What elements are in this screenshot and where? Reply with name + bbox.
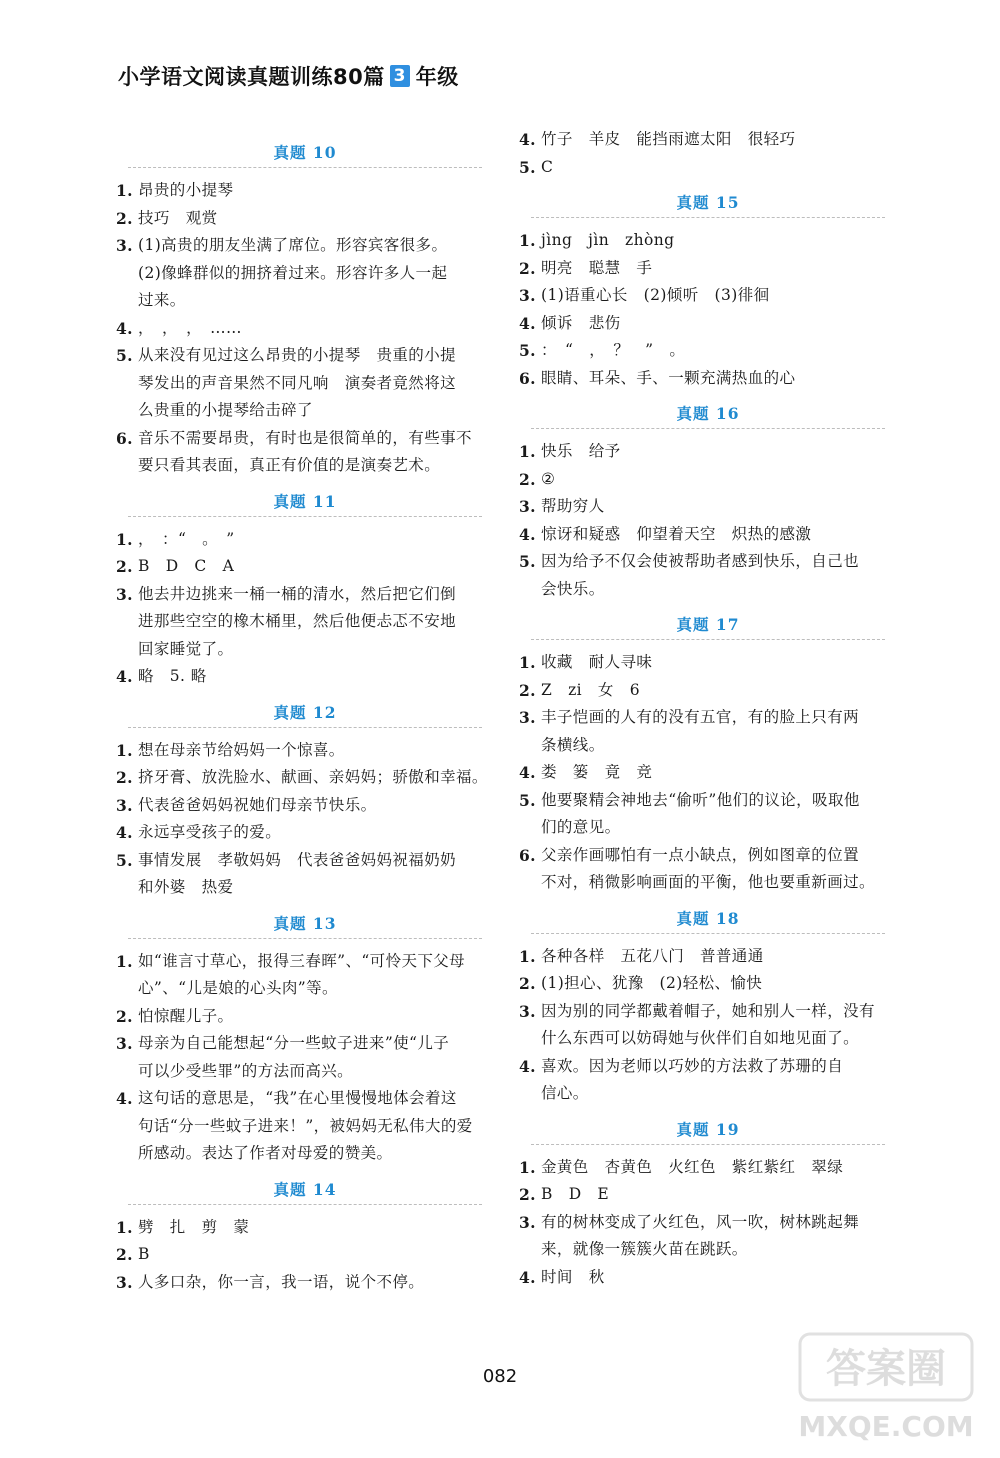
answer-text: 因为别的同学都戴着帽子，她和别人一样，没有 xyxy=(541,1001,875,1020)
answer-list xyxy=(519,227,897,392)
answer-text-block xyxy=(541,126,897,154)
answer-number: 1. xyxy=(116,181,133,200)
answer-text: 丰子恺画的人有的没有五官，有的脸上只有两 xyxy=(541,708,860,726)
answer-number: 1. xyxy=(519,442,536,461)
answer-text: (1)语重心长 (2)倾听 (3)徘徊 xyxy=(541,286,770,304)
answer-item xyxy=(116,1241,494,1269)
answer-section xyxy=(519,1120,897,1292)
answer-number: 5. xyxy=(519,157,536,177)
right-answer-column xyxy=(519,126,897,1291)
answer-text-continued: 什么东西可以妨碍她与伙伴们自如地见面了。 xyxy=(541,1029,860,1047)
section-divider xyxy=(128,938,482,939)
answer-text-block xyxy=(541,1053,897,1108)
answer-text-block xyxy=(138,342,494,425)
page-header xyxy=(118,60,459,92)
answer-text-block xyxy=(541,970,897,998)
section-title: 真题 11 xyxy=(273,491,337,511)
answer-text-block xyxy=(541,1264,897,1292)
answer-number: 2. xyxy=(116,557,133,576)
answer-text: 明亮 聪慧 手 xyxy=(541,258,653,277)
answer-text-block xyxy=(541,759,897,787)
answer-item xyxy=(116,205,494,233)
section-title: 真题 10 xyxy=(273,143,337,162)
answer-number: 5. xyxy=(116,850,133,870)
answer-number: 3. xyxy=(519,708,536,727)
answer-item xyxy=(116,232,494,315)
section-title: 真题 14 xyxy=(273,1179,337,1199)
answer-section xyxy=(519,404,897,603)
carryover-answer-list xyxy=(519,126,897,181)
left-answer-column xyxy=(116,130,494,1296)
answer-text-continued: 和外婆 热爱 xyxy=(138,878,234,896)
answer-text: ② xyxy=(541,469,556,488)
answer-item xyxy=(519,1209,897,1264)
answer-item xyxy=(519,493,897,521)
answer-item xyxy=(519,548,897,603)
answer-text: (1)高贵的朋友坐满了席位。形容宾客很多。 xyxy=(138,236,448,254)
answer-item xyxy=(519,365,897,393)
answer-number: 2. xyxy=(519,974,536,993)
answer-text: 如“谁言寸草心，报得三春晖”、“可怜天下父母 xyxy=(138,951,466,970)
answer-text: 这句话的意思是，“我”在心里慢慢地体会着这 xyxy=(138,1089,457,1107)
answer-text-block xyxy=(541,787,897,842)
answer-item xyxy=(519,438,897,466)
answer-item xyxy=(519,677,897,705)
answer-item xyxy=(116,792,494,820)
answer-text-block xyxy=(138,526,494,554)
answer-text-continued: 不对，稍微影响画面的平衡，他也要重新画过。 xyxy=(541,873,875,891)
answer-text: Z zi 女 6 xyxy=(541,680,640,699)
answer-section xyxy=(116,914,494,1168)
answer-item xyxy=(116,315,494,343)
answer-number: 2. xyxy=(519,258,536,278)
answer-text: 代表爸爸妈妈祝她们母亲节快乐。 xyxy=(138,795,377,814)
answer-text-block xyxy=(138,737,494,765)
answer-item xyxy=(116,819,494,847)
section-divider xyxy=(531,217,885,218)
answer-text: 竹子 羊皮 能挡雨遮太阳 很轻巧 xyxy=(541,130,796,148)
answer-text-block xyxy=(541,521,897,549)
answer-text-block xyxy=(138,1214,494,1242)
answer-text-block xyxy=(138,553,494,581)
answer-text-block xyxy=(541,154,897,182)
answer-text: B D E xyxy=(541,1185,610,1203)
answer-list xyxy=(519,649,897,897)
answer-text-block xyxy=(541,649,897,677)
answer-item xyxy=(519,842,897,897)
answer-item xyxy=(116,737,494,765)
answer-text-block xyxy=(541,365,897,393)
answer-list xyxy=(116,526,494,691)
section-divider xyxy=(128,727,482,728)
answer-item xyxy=(519,521,897,549)
answer-text: 技巧 观赏 xyxy=(138,208,218,227)
answer-text: 音乐不需要昂贵，有时也是很简单的，有些事不 xyxy=(138,428,472,447)
answer-number: 6. xyxy=(116,428,133,448)
section-title: 真题 16 xyxy=(676,404,740,423)
answer-text: 父亲作画哪怕有一点小缺点，例如图章的位置 xyxy=(541,845,860,864)
answer-text: 因为给予不仅会使被帮助者感到快乐，自己也 xyxy=(541,552,860,570)
answer-item xyxy=(519,126,897,154)
answer-item xyxy=(519,998,897,1053)
answer-text: 永远享受孩子的爱。 xyxy=(138,823,282,841)
answer-item xyxy=(519,337,897,365)
section-title: 真题 17 xyxy=(676,615,740,634)
answer-text-continued: 会快乐。 xyxy=(541,579,605,598)
answer-number: 3. xyxy=(519,497,536,516)
answer-item xyxy=(116,553,494,581)
answer-text-continued: 信心。 xyxy=(541,1084,589,1102)
watermark-text-cn: 答案圈 xyxy=(826,1346,946,1392)
answer-item xyxy=(116,1269,494,1297)
answer-section xyxy=(116,703,494,902)
answer-list xyxy=(116,948,494,1168)
answer-number: 1. xyxy=(116,529,133,549)
answer-text-block xyxy=(541,943,897,971)
answer-number: 4. xyxy=(519,524,536,544)
answer-text: 劈 扎 剪 蒙 xyxy=(138,1217,250,1236)
answer-text-block xyxy=(138,663,494,691)
answer-item xyxy=(519,227,897,255)
answer-number: 1. xyxy=(519,653,536,672)
answer-number: 5. xyxy=(116,346,133,365)
answer-section xyxy=(519,193,897,392)
answer-section xyxy=(116,1180,494,1297)
answer-text-continued: 么贵重的小提琴给击碎了 xyxy=(138,401,313,419)
answer-number: 4. xyxy=(519,130,536,149)
answer-number: 1. xyxy=(519,1157,536,1177)
answer-text-block xyxy=(541,1209,897,1264)
answer-text-block xyxy=(138,1003,494,1031)
answer-number: 4. xyxy=(116,823,133,842)
answer-number: 3. xyxy=(116,1272,133,1292)
answer-number: 4. xyxy=(116,1089,133,1108)
answer-item xyxy=(116,1003,494,1031)
answer-text-continued: 来，就像一簇簇火苗在跳跃。 xyxy=(541,1240,748,1258)
section-title: 真题 18 xyxy=(676,908,740,928)
answer-text: 从来没有见过这么昂贵的小提琴 贵重的小提 xyxy=(138,346,457,364)
answer-text-block xyxy=(138,581,494,664)
answer-text: 想在母亲节给妈妈一个惊喜。 xyxy=(138,740,345,759)
answer-text: 略 5. 略 xyxy=(138,667,207,685)
answer-list xyxy=(519,943,897,1108)
answer-number: 2. xyxy=(519,1185,536,1204)
answer-text-block xyxy=(541,548,897,603)
answer-text-block xyxy=(541,227,897,255)
answer-item xyxy=(519,759,897,787)
answer-text-block xyxy=(541,438,897,466)
answer-text: 事情发展 孝敬妈妈 代表爸爸妈妈祝福奶奶 xyxy=(138,850,457,869)
answer-item xyxy=(519,704,897,759)
answer-text: 眼睛、耳朵、手、一颗充满热血的心 xyxy=(541,368,796,387)
answer-text-continued: 进那些空空的橡木桶里，然后他便忐忑不安地 xyxy=(138,612,457,630)
answer-text: B D C A xyxy=(138,557,235,575)
grade-label: 年级 xyxy=(415,65,459,89)
answer-text: 母亲为自己能想起“分一些蚊子进来”使“儿子 xyxy=(138,1034,450,1052)
answer-text-block xyxy=(138,232,494,315)
answer-text: 惊讶和疑惑 仰望着天空 炽热的感激 xyxy=(541,524,812,543)
answer-number: 5. xyxy=(519,552,536,571)
answer-item xyxy=(116,177,494,205)
answer-number: 1. xyxy=(116,740,133,760)
answer-text-block xyxy=(541,842,897,897)
answer-number: 4. xyxy=(519,313,536,333)
answer-number: 1. xyxy=(519,946,536,966)
answer-section xyxy=(116,143,494,480)
answer-section xyxy=(519,615,897,897)
answer-text-continued: 句话“分一些蚊子进来！”，被妈妈无私伟大的爱 xyxy=(138,1116,473,1135)
answer-text: 挤牙膏、放洗脸水、献画、亲妈妈；骄傲和幸福。 xyxy=(138,768,488,786)
answer-text-block xyxy=(138,1085,494,1168)
section-divider xyxy=(531,1144,885,1145)
answer-number: 3. xyxy=(519,286,536,305)
answer-text: 有的树林变成了火红色，风一吹，树林跳起舞 xyxy=(541,1212,860,1231)
answer-item xyxy=(116,581,494,664)
answer-item xyxy=(116,1214,494,1242)
answer-text-block xyxy=(138,1269,494,1297)
answer-number: 5. xyxy=(519,341,536,360)
answer-text-block xyxy=(541,493,897,521)
answer-text: (1)担心、犹豫 (2)轻松、愉快 xyxy=(541,974,763,992)
answer-number: 5. xyxy=(519,790,536,810)
answer-number: 3. xyxy=(116,1034,133,1053)
watermark-logo xyxy=(792,1328,982,1448)
answer-text-continued: (2)像蜂群似的拥挤着过来。形容许多人一起 xyxy=(138,263,448,282)
answer-section xyxy=(116,492,494,691)
answer-text-continued: 要只看其表面，真正有价值的是演奏艺术。 xyxy=(138,456,441,474)
answer-number: 3. xyxy=(116,236,133,255)
answer-text-continued: 条横线。 xyxy=(541,735,605,754)
answer-text: 昂贵的小提琴 xyxy=(138,181,234,199)
answer-item xyxy=(116,663,494,691)
answer-text-block xyxy=(138,315,494,343)
answer-item xyxy=(116,1030,494,1085)
answer-text-block xyxy=(541,1181,897,1209)
answer-item xyxy=(519,970,897,998)
answer-number: 3. xyxy=(519,1212,536,1232)
answer-number: 6. xyxy=(519,368,536,388)
answer-item xyxy=(519,466,897,494)
answer-number: 4. xyxy=(519,1056,536,1076)
answer-list xyxy=(519,438,897,603)
answer-list xyxy=(116,1214,494,1297)
section-divider xyxy=(128,1204,482,1205)
answer-text-block xyxy=(138,847,494,902)
answer-item xyxy=(116,948,494,1003)
answer-number: 2. xyxy=(116,1245,133,1264)
answer-text: 倾诉 悲伤 xyxy=(541,313,621,332)
answer-list xyxy=(519,1154,897,1292)
answer-text-continued: 回家睡觉了。 xyxy=(138,639,234,658)
answer-text-block xyxy=(138,948,494,1003)
section-divider xyxy=(128,167,482,168)
answer-number: 3. xyxy=(116,795,133,815)
page-number: 082 xyxy=(482,1366,518,1387)
section-title: 真题 13 xyxy=(273,913,337,933)
answer-item xyxy=(116,342,494,425)
answer-text-continued: 过来。 xyxy=(138,291,186,309)
answer-number: 2. xyxy=(116,1006,133,1026)
answer-text: 时间 秋 xyxy=(541,1267,605,1286)
answer-text: 帮助穷人 xyxy=(541,497,605,515)
section-divider xyxy=(531,933,885,934)
answer-text-block xyxy=(541,310,897,338)
section-title: 真题 12 xyxy=(273,702,337,722)
answer-item xyxy=(116,764,494,792)
answer-text: 收藏 耐人寻味 xyxy=(541,653,653,671)
answer-text: ， ：“ 。 ” xyxy=(138,529,235,548)
answer-text: 他去井边挑来一桶一桶的清水，然后把它们倒 xyxy=(138,584,457,603)
answer-text: 金黄色 杏黄色 火红色 紫红紫红 翠绿 xyxy=(541,1157,844,1176)
answer-text-block xyxy=(541,998,897,1053)
answer-item xyxy=(519,255,897,283)
answer-text-block xyxy=(541,282,897,310)
book-title: 小学语文阅读真题训练80篇 xyxy=(118,65,385,89)
grade-badge: 3 xyxy=(390,65,410,87)
section-title: 真题 15 xyxy=(676,193,740,212)
answer-text-block xyxy=(541,255,897,283)
answer-number: 4. xyxy=(519,1267,536,1287)
answer-text-continued: 们的意见。 xyxy=(541,818,621,836)
answer-item xyxy=(116,526,494,554)
answer-text-continued: 所感动。表达了作者对母爱的赞美。 xyxy=(138,1144,393,1162)
answer-item xyxy=(519,310,897,338)
answer-item xyxy=(519,154,897,182)
answer-item xyxy=(519,1053,897,1108)
answer-text: 娄 篓 竟 竞 xyxy=(541,763,653,781)
answer-list xyxy=(116,737,494,902)
section-divider xyxy=(531,428,885,429)
answer-item xyxy=(116,425,494,480)
answer-text-block xyxy=(541,337,897,365)
answer-text: 喜欢。因为老师以巧妙的方法救了苏珊的自 xyxy=(541,1056,844,1075)
answer-text: 怕惊醒儿子。 xyxy=(138,1006,234,1025)
answer-text-block xyxy=(541,1154,897,1182)
answer-text-block xyxy=(138,425,494,480)
answer-text-block xyxy=(138,177,494,205)
answer-item xyxy=(519,282,897,310)
answer-number: 2. xyxy=(116,208,133,228)
answer-number: 4. xyxy=(116,318,133,338)
answer-number: 3. xyxy=(116,584,133,604)
section-title: 真题 19 xyxy=(676,1119,740,1139)
answer-number: 6. xyxy=(519,845,536,865)
answer-text-continued: 琴发出的声音果然不同凡响 演奏者竟然将这 xyxy=(138,373,457,392)
answer-text-block xyxy=(541,466,897,494)
answer-list xyxy=(116,177,494,480)
answer-item xyxy=(519,1264,897,1292)
answer-number: 4. xyxy=(519,763,536,782)
answer-text: 快乐 给予 xyxy=(541,442,621,460)
section-divider xyxy=(531,639,885,640)
answer-text: 他要聚精会神地去“偷听”他们的议论，吸取他 xyxy=(541,790,860,809)
answer-text: 各种各样 五花八门 普普通通 xyxy=(541,946,764,965)
answer-item xyxy=(519,1154,897,1182)
answer-item xyxy=(519,943,897,971)
answer-text-block xyxy=(138,205,494,233)
answer-text-block xyxy=(138,1030,494,1085)
section-divider xyxy=(128,516,482,517)
answer-number: 1. xyxy=(116,1217,133,1237)
answer-item xyxy=(519,1181,897,1209)
answer-text-block xyxy=(541,704,897,759)
answer-number: 3. xyxy=(519,1001,536,1021)
answer-number: 1. xyxy=(116,951,133,971)
answer-text-block xyxy=(138,1241,494,1269)
answer-text: jìng jìn zhòng xyxy=(541,231,675,249)
answer-number: 2. xyxy=(519,680,536,700)
answer-item xyxy=(116,847,494,902)
answer-text-block xyxy=(541,677,897,705)
answer-section xyxy=(519,909,897,1108)
answer-text: ， ， ， …… xyxy=(138,318,242,337)
answer-text: 人多口杂，你一言，我一语，说个不停。 xyxy=(138,1272,425,1291)
watermark-text-en: MXQE.COM xyxy=(798,1410,974,1443)
answer-text: B xyxy=(138,1245,150,1263)
answer-number: 2. xyxy=(116,768,133,787)
answer-text: C xyxy=(541,157,554,176)
answer-text: ： “ ， ？ ” 。 xyxy=(541,341,686,359)
answer-text-continued: 可以少受些罪”的方法而高兴。 xyxy=(138,1061,354,1080)
answer-number: 1. xyxy=(519,231,536,250)
answer-item xyxy=(116,1085,494,1168)
answer-item xyxy=(519,787,897,842)
answer-item xyxy=(519,649,897,677)
answer-text-block xyxy=(138,764,494,792)
answer-text-continued: 心”、“儿是娘的心头肉”等。 xyxy=(138,979,338,997)
answer-number: 2. xyxy=(519,469,536,489)
answer-number: 4. xyxy=(116,667,133,686)
answer-text-block xyxy=(138,792,494,820)
answer-text-block xyxy=(138,819,494,847)
